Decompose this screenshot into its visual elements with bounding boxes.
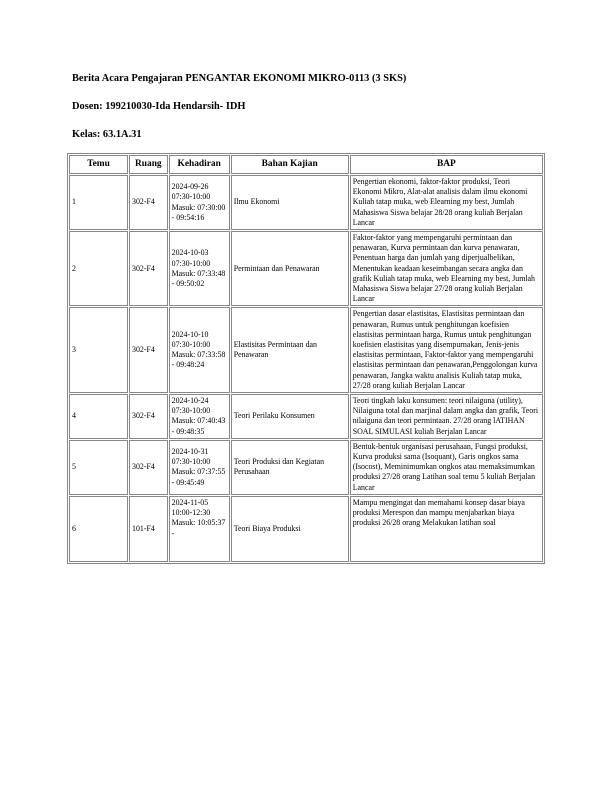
column-header-bahan-kajian: Bahan Kajian	[231, 155, 349, 174]
kehadiran-cell	[169, 496, 230, 562]
temu-cell: 2	[69, 231, 128, 306]
table-row	[69, 394, 543, 439]
lecturer-line: Dosen: 199210030-Ida Hendarsih- IDH	[72, 101, 246, 112]
bahan-kajian-cell: Ilmu Ekonomi	[231, 175, 349, 230]
kehadiran-cell: 2024-09-26 07:30-10:00 Masuk: 07:30:00 - 09:54:16	[169, 175, 230, 230]
ruang-cell: 101-F4	[129, 496, 168, 562]
column-header-ruang: Ruang	[129, 155, 168, 174]
bap-cell: Pengertian ekonomi, faktor-faktor produksi, Teori Ekonomi Mikro, Alat-alat analisis dalam ilmu ekonomi Kuliah tatap muka, web Elearning my best, Jumlah Mahasiswa Siswa belajar 28/28 orang kuliah Berjalan Lancar	[350, 175, 543, 230]
kehadiran-text: 2024-11-05 10:00-12:30 Masuk: 10:05:37 -	[171, 497, 226, 538]
ruang-cell: 302-F4	[129, 440, 168, 495]
bap-text: Mampu mengingat dan memahami konsep dasar biaya produksi Merespon dan mampu menjabarkan biaya produksi 26/28 orang Melakukan latihan soal	[352, 497, 525, 528]
temu-cell: 3	[69, 307, 128, 393]
column-header-temu: Temu	[69, 155, 128, 174]
bap-cell: Bentuk-bentuk organisasi perusahaan, Fungsi produksi, Kurva produksi sama (Isoquant), Garis ongkos sama (Isocost), Meminimumkan ongkos atau memaksimumkan produksi 27/28 orang Latihan soal temu 5 kuliah Berjalan Lancar	[350, 440, 543, 495]
kehadiran-cell: 2024-10-24 07:30-10:00 Masuk: 07:40:43 - 09:48:35	[169, 394, 230, 439]
temu-cell: 4	[69, 394, 128, 439]
bahan-kajian-cell: Teori Produksi dan Kegiatan Perusahaan	[231, 440, 349, 495]
kehadiran-cell: 2024-10-03 07:30-10:00 Masuk: 07:33:48 - 09:50:02	[169, 231, 230, 306]
document-title: Berita Acara Pengajaran PENGANTAR EKONOMI MIKRO-0113 (3 SKS)	[72, 73, 407, 84]
bap-cell: Teori tingkah laku konsumen: teori nilaiguna (utility), Nilaiguna total dan marjinal dalam angka dan grafik, Teori nilaiguna dan teori permintaan. 27/28 orang lATIHAN SOAL SIMULASI kuliah Berjalan Lancar	[350, 394, 543, 439]
table-row	[69, 496, 543, 562]
column-header-bap: BAP	[350, 155, 543, 174]
temu-cell: 6	[69, 496, 128, 562]
bahan-kajian-cell: Elastisitas Permintaan dan Penawaran	[231, 307, 349, 393]
bap-cell: Faktor-faktor yang mempengaruhi permintaan dan penawaran, Kurva permintaan dan kurva penawaran, Penentuan harga dan jumlah yang diperjualbelikan, Menentukan keadaan keseimbangan secara angka dan grafik Kuliah tatap muka, web Elearning my best, Jumlah Mahasiswa Siswa belajar 27/28 orang kuliah Berjalan Lancar	[350, 231, 543, 306]
bap-cell: Pengertian dasar elastisitas, Elastisitas permintaan dan penawaran, Rumus untuk penghitungan koefisien elastisitas permintaan harga, Rumus untuk penghitungan koefisien elastisitas yang disempurnakan, Jenis-jenis elastisitas permintaan, Faktor-faktor yang mempengaruhi elastisitas permintaan dan penawaran,Penggolongan kurva penawaran, Jangka waktu analisis Kuliah tatap muka, 27/28 orang kuliah Berjalan Lancar	[350, 307, 543, 393]
table-row	[69, 175, 543, 230]
ruang-cell: 302-F4	[129, 175, 168, 230]
bahan-kajian-cell: Permintaan dan Penawaran	[231, 231, 349, 306]
ruang-cell: 302-F4	[129, 307, 168, 393]
temu-cell: 1	[69, 175, 128, 230]
temu-cell: 5	[69, 440, 128, 495]
bahan-kajian-cell: Teori Biaya Produksi	[231, 496, 349, 562]
table-row	[69, 231, 543, 306]
bahan-kajian-cell: Teori Perilaku Konsumen	[231, 394, 349, 439]
teaching-log-table	[67, 153, 545, 564]
table-row	[69, 307, 543, 393]
kehadiran-cell: 2024-10-31 07:30-10:00 Masuk: 07:37:55 - 09:45:49	[169, 440, 230, 495]
column-header-kehadiran: Kehadiran	[169, 155, 230, 174]
table-row	[69, 440, 543, 495]
ruang-cell: 302-F4	[129, 231, 168, 306]
table-header-row	[69, 155, 543, 174]
class-line: Kelas: 63.1A.31	[72, 129, 142, 140]
kehadiran-cell: 2024-10-10 07:30-10:00 Masuk: 07:33:58 - 09:48:24	[169, 307, 230, 393]
ruang-cell: 302-F4	[129, 394, 168, 439]
bap-cell	[350, 496, 543, 562]
